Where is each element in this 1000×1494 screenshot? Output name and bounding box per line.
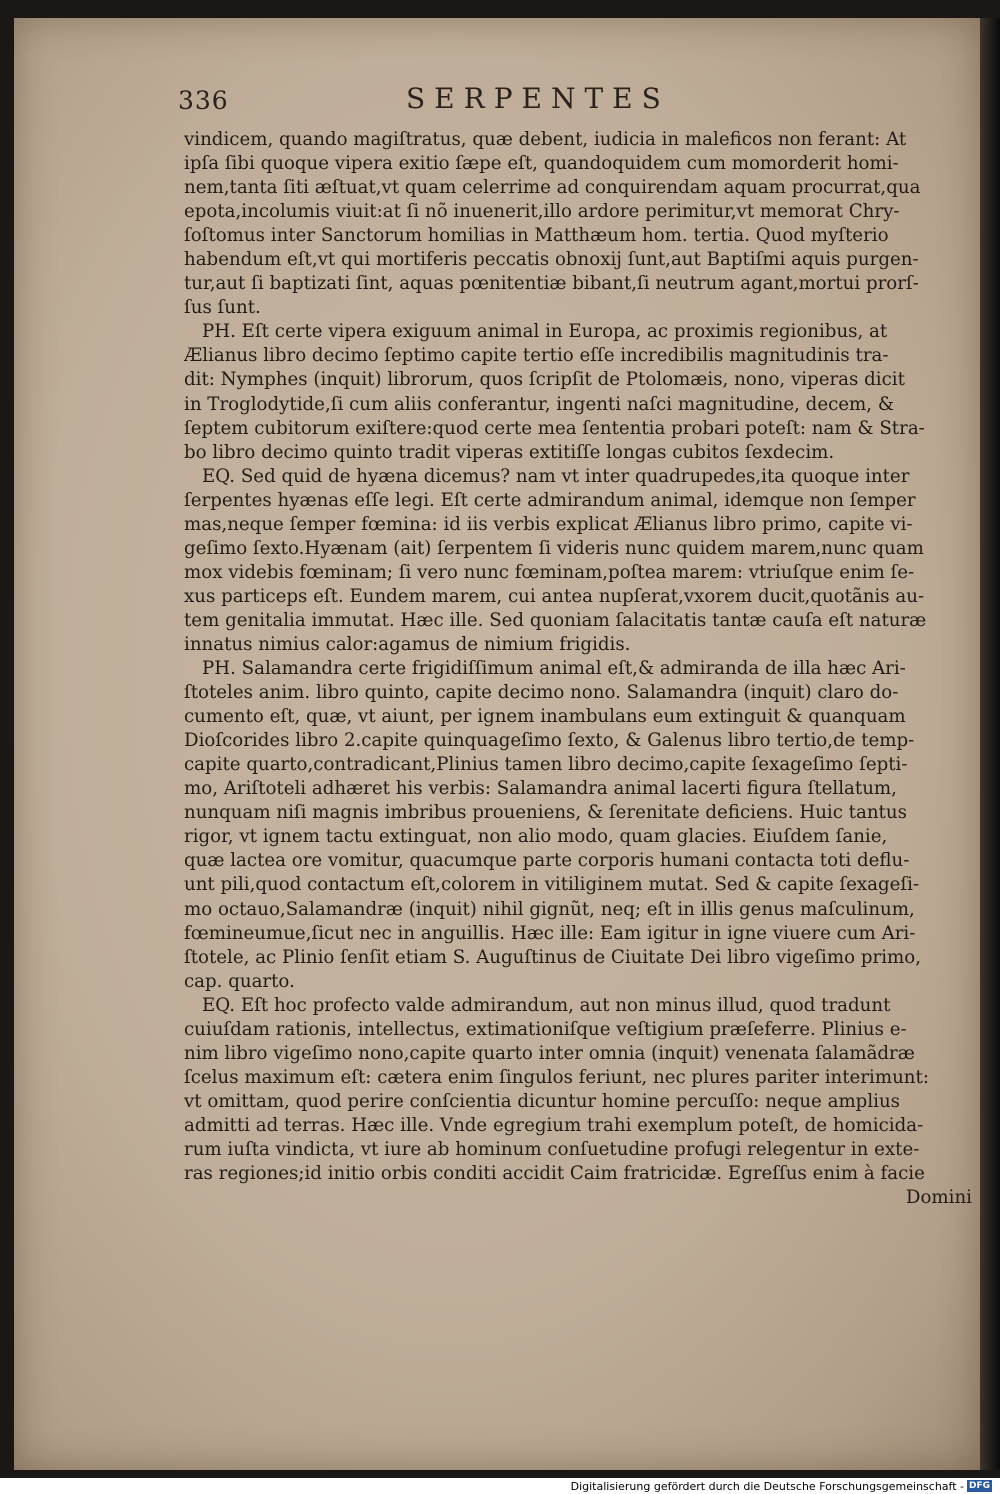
text-line: nem,tanta ſiti æſtuat,vt quam celerrime ad conquirendam aquam procurrat,qua bbox=[184, 177, 921, 199]
body-text bbox=[184, 128, 974, 1210]
text-line: ſeptem cubitorum exiſtere:quod certe mea ſententia probari poteſt: nam & Stra- bbox=[184, 417, 925, 439]
text-line: vt omittam, quod perire conſcientia dicuntur homine percuſſo: neque amplius bbox=[184, 1090, 901, 1112]
text-line: mas,neque ſemper fœmina: id iis verbis explicat Ælianus libro primo, capite vi- bbox=[184, 513, 913, 535]
text-line: nunquam niſi magnis imbribus proueniens, & ſerenitate deficiens. Huic tantus bbox=[184, 802, 907, 824]
text-line: quæ lactea ore vomitur, quacumque parte corporis humani contacta toti deflu- bbox=[184, 850, 910, 872]
text-line: admitti ad terras. Hæc ille. Vnde egregium trahi exemplum poteſt, de homicida- bbox=[184, 1114, 924, 1136]
text-line: tur,aut ſi baptizati ſint, aquas pœnitentiæ bibant,ſi neutrum agant,mortui prorſ- bbox=[184, 273, 919, 295]
text-line: Dioſcorides libro 2.capite quinquageſimo ſexto, & Galenus libro tertio,de temp- bbox=[184, 730, 915, 752]
text-line: Ælianus libro decimo ſeptimo capite tertio eſſe incredibilis magnitudinis tra- bbox=[184, 345, 889, 367]
text-line: dit: Nymphes (inquit) librorum, quos ſcripſit de Ptolomæis, nono, viperas dicit bbox=[184, 369, 905, 391]
text-line: rum iuſta vindicta, vt iure ab hominum conſuetudine profugi relegentur in exte- bbox=[184, 1138, 920, 1160]
text-line: EQ. Sed quid de hyæna dicemus? nam vt inter quadrupedes,ita quoque inter bbox=[202, 465, 910, 487]
text-line: cap. quarto. bbox=[184, 970, 295, 992]
text-line: epota,incolumis viuit:at ſi nõ inuenerit,illo ardore perimitur,vt memorat Chry- bbox=[184, 201, 900, 223]
text-line: EQ. Eſt hoc profecto valde admirandum, aut non minus illud, quod tradunt bbox=[202, 994, 891, 1016]
text-line: ſtoteles anim. libro quinto, capite decimo nono. Salamandra (inquit) claro do- bbox=[184, 682, 899, 704]
text-line: nim libro vigeſimo nono,capite quarto inter omnia (inquit) venenata ſalamãdræ bbox=[184, 1042, 915, 1064]
page-number: 336 bbox=[178, 86, 229, 115]
text-line: tem genitalia immutat. Hæc ille. Sed quoniam ſalacitatis tantæ cauſa eſt naturæ bbox=[184, 609, 927, 631]
text-line: vindicem, quando magiſtratus, quæ debent, iudicia in maleficos non ferant: At bbox=[184, 129, 907, 150]
text-line: geſimo ſexto.Hyænam (ait) ſerpentem ſi videris nunc quidem marem,nunc quam bbox=[184, 537, 924, 559]
text-line: mox videbis fœminam; ſi vero nunc fœminam,poſtea marem: vtriuſque enim ſe- bbox=[184, 561, 915, 583]
text-line: ipſa ſibi quoque vipera exitio ſæpe eſt, quandoquidem cum momorderit homi- bbox=[184, 153, 899, 175]
text-line: ras regiones;id initio orbis conditi accidit Caim fratricidæ. Egreſſus enim à facie bbox=[184, 1163, 925, 1185]
text-line: PH. Eſt certe vipera exiguum animal in Europa, ac proximis regionibus, at bbox=[202, 321, 888, 343]
dfg-logo: DFG bbox=[968, 1481, 990, 1491]
running-title: SERPENTES bbox=[406, 82, 670, 115]
text-line: ſcelus maximum eſt: cætera enim ſingulos feriunt, nec plures pariter interimunt: bbox=[184, 1066, 929, 1088]
text-line: cuiuſdam rationis, intellectus, extimationiſque veſtigium præſeferre. Plinius e- bbox=[184, 1018, 907, 1040]
text-line: bo libro decimo quinto tradit viperas extitiſſe longas cubitos ſexdecim. bbox=[184, 441, 835, 463]
text-line: Domini bbox=[905, 1187, 972, 1209]
text-line: unt pili,quod contactum eſt,colorem in vitiliginem mutat. Sed & capite ſexageſi- bbox=[184, 874, 920, 896]
text-line: PH. Salamandra certe frigidiſſimum animal eſt,& admiranda de illa hæc Ari- bbox=[202, 658, 906, 680]
text-line: fœmineumue,ſicut nec in anguillis. Hæc ille: Eam igitur in igne viuere cum Ari- bbox=[184, 922, 916, 944]
text-line: xus particeps eſt. Eundem marem, cui antea nupſerat,vxorem ducit,quotãnis au- bbox=[184, 585, 925, 607]
text-line: mo octauo,Salamandræ (inquit) nihil gignũt, neq; eſt in illis genus maſculinum, bbox=[184, 898, 915, 920]
text-line: ſerpentes hyænas eſſe legi. Eſt certe admirandum animal, idemque non ſemper bbox=[184, 489, 916, 511]
text-line: rigor, vt ignem tactu extinguat, non alio modo, quam glacies. Eiuſdem ſanie, bbox=[184, 826, 888, 848]
text-line: habendum eſt,vt qui mortiferis peccatis obnoxij ſunt,aut Baptiſmi aquis purgen- bbox=[184, 249, 919, 271]
text-line: ſoſtomus inter Sanctorum homilias in Matthæum hom. tertia. Quod myſterio bbox=[184, 225, 889, 247]
page-edge-shadow bbox=[980, 18, 1000, 1470]
page-header bbox=[178, 68, 798, 118]
text-line: ſus ſunt. bbox=[184, 297, 261, 319]
text-line: capite quarto,contradicant,Plinius tamen libro decimo,capite ſexageſimo ſepti- bbox=[184, 754, 908, 776]
text-line: in Troglodytide,ſi cum aliis conferantur, ingenti naſci magnitudine, decem, & bbox=[184, 393, 895, 415]
funding-credit: Digitalisierung gefördert durch die Deutsche Forschungsgemeinschaft - bbox=[570, 1480, 964, 1493]
text-line: cumento eſt, quæ, vt aiunt, per ignem inambulans eum extinguit & quanquam bbox=[184, 706, 906, 728]
text-line: ſtotele, ac Plinio ſenſit etiam S. Auguſtinus de Ciuitate Dei libro vigeſimo primo, bbox=[184, 946, 921, 968]
text-line: mo, Ariſtoteli adhæret his verbis: Salamandra animal lacerti figura ſtellatum, bbox=[184, 778, 897, 800]
text-line: innatus nimius calor:agamus de nimium frigidis. bbox=[184, 633, 631, 655]
